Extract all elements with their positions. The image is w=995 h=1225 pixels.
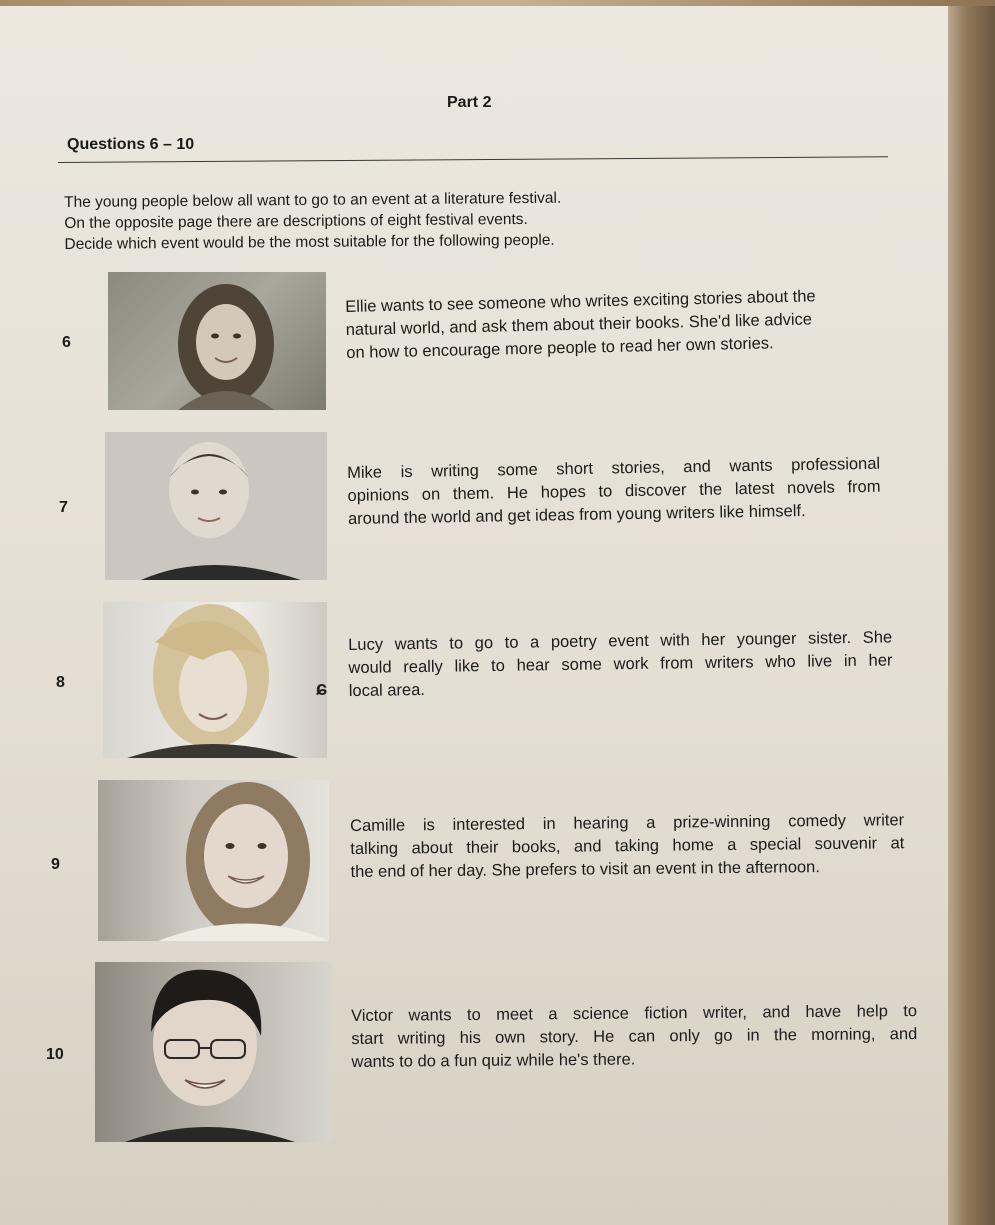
heading-divider [58,156,888,163]
description-line: opinions on them. He hopes to discover the latest novels from [347,477,881,505]
questions-heading: Questions 6 – 10 [67,136,195,153]
question-number-10: 10 [46,1046,64,1063]
description-line: Lucy wants to go to a poetry event with her younger sister. She [348,628,893,654]
instruction-line: The young people below all want to go to an event at a literature festival. [64,189,562,211]
page-top-edge [0,0,995,6]
question-number-8: 8 [56,674,65,691]
part-title: Part 2 [447,94,492,111]
description-line: around the world and get ideas from young writers like himself. [347,502,806,528]
description-camille [350,809,905,884]
description-victor [351,1000,918,1074]
table-surface [948,0,995,1225]
portrait-camille [98,780,329,941]
description-line: natural world, and ask them about their books. She'd like advice [345,310,813,339]
description-lucy [348,626,893,703]
photo-victor [95,962,332,1142]
portrait-lucy [103,602,327,758]
ink-mark-icon: ɕ [316,678,328,700]
description-line: Mike is writing some short stories, and wants professional [347,454,881,482]
portrait-mike [105,432,327,580]
description-mike [347,453,881,531]
description-line: would really like to hear some work from writers who live in her [348,651,893,677]
description-line: Victor wants to meet a science fiction writer, and have help to [351,1002,918,1025]
description-line: local area. [348,680,426,700]
question-number-6: 6 [62,334,71,351]
description-line: on how to encourage more people to read her own stories. [346,334,774,362]
description-line: wants to do a fun quiz while he's there. [351,1050,636,1071]
photo-camille [98,780,329,941]
description-line: Camille is interested in hearing a prize-winning comedy writer [350,811,905,835]
instructions [64,188,562,255]
portrait-victor [95,962,332,1142]
question-number-7: 7 [59,499,68,516]
instruction-line: Decide which event would be the most suitable for the following people. [64,231,555,253]
description-line: start writing his own story. He can only go in the morning, and [351,1025,918,1048]
description-line: the end of her day. She prefers to visit an event in the afternoon. [350,858,820,881]
description-line: Ellie wants to see someone who writes exciting stories about the [345,287,816,316]
portrait-ellie [108,272,326,410]
question-number-9: 9 [51,856,60,873]
photo-lucy [103,602,327,758]
description-ellie [345,285,817,365]
instruction-line: On the opposite page there are descriptions of eight festival events. [64,210,528,232]
description-line: talking about their books, and taking home a special souvenir at [350,834,905,858]
photo-mike [105,432,327,580]
photo-ellie [108,272,326,410]
